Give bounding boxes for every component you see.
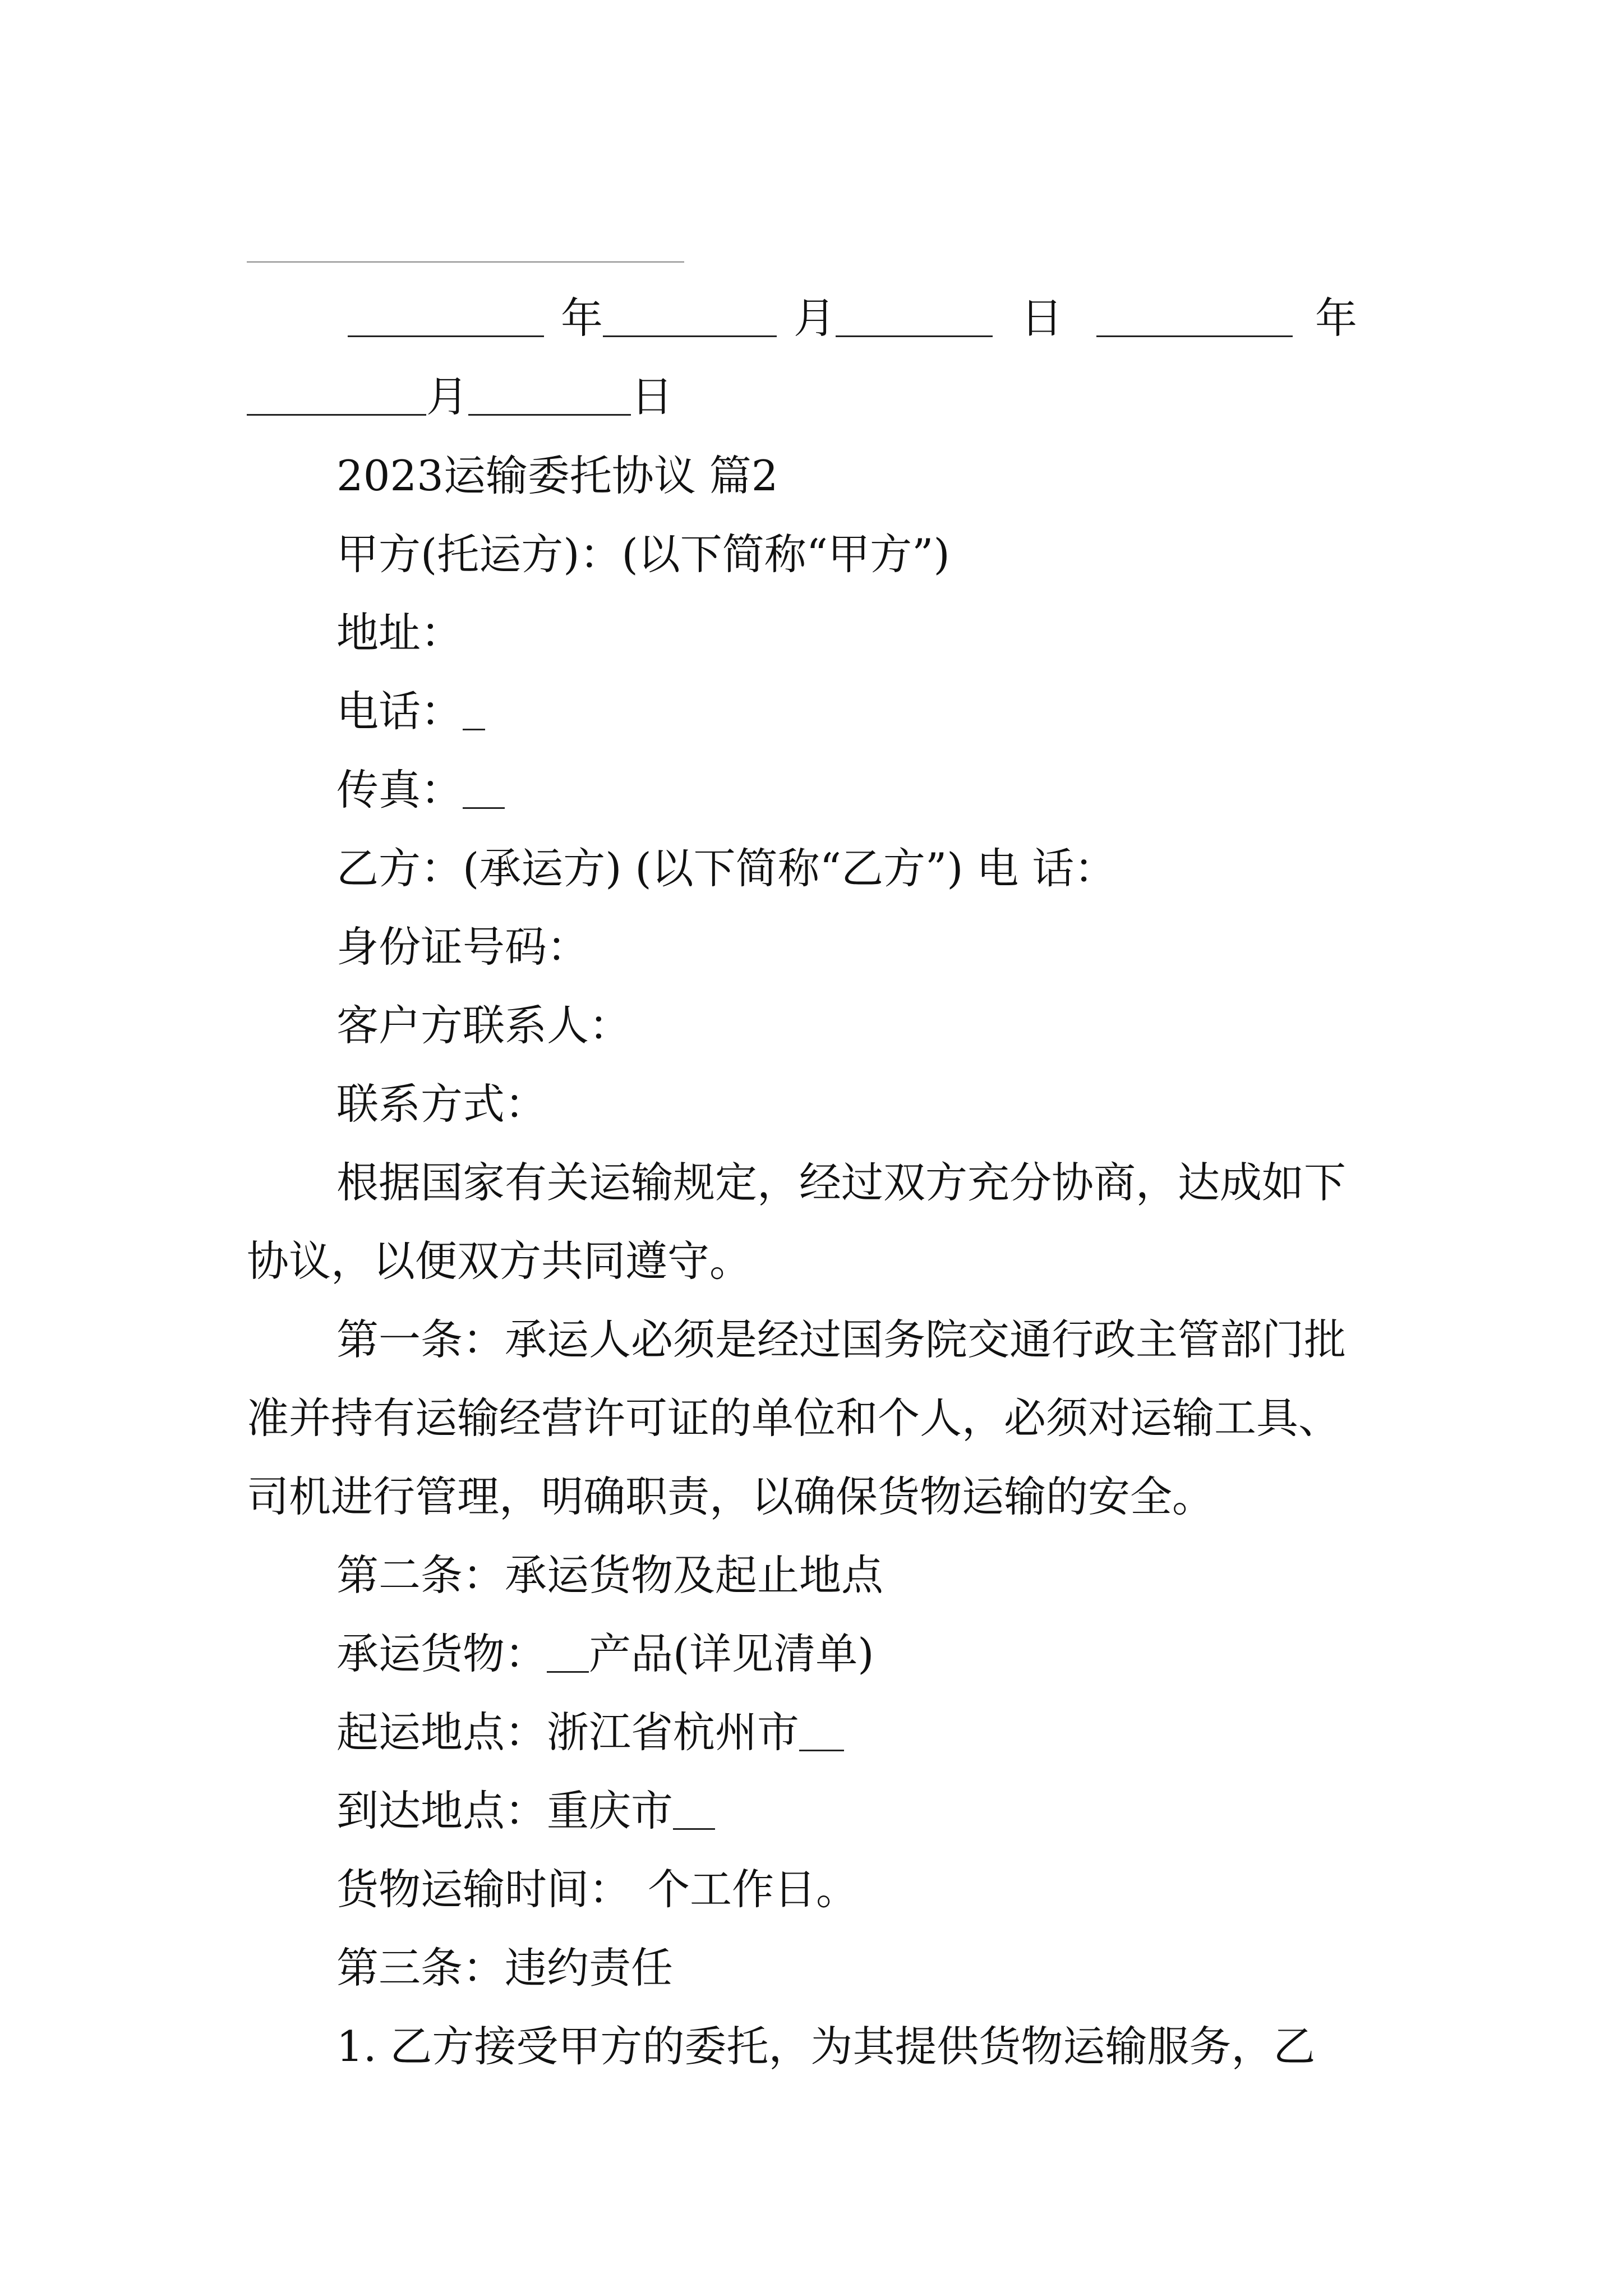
year-blank-2[interactable] [1096,295,1293,337]
destination-label: 到达地点： [336,1786,547,1835]
phone-label: 电话： [336,687,463,736]
phone-blank[interactable] [463,688,485,730]
party-a-line: 甲方(托运方)：(以下简称“甲方”) [336,530,950,579]
fax-label: 传真： [336,765,463,815]
address-line: 地址： [336,608,463,657]
month-label-1: 月 [794,293,836,343]
day-label-2: 日 [631,372,674,421]
party-b-line: 乙方：(承运方) (以下简称“乙方”) 电 话： [336,844,1117,893]
article1-line-1: 第一条：承运人必须是经过国务院交通行政主管部门批 [336,1315,1347,1364]
goods-value: 产品(详见清单) [589,1629,874,1678]
fax-line [336,759,1486,821]
year-blank-1[interactable] [348,295,544,337]
destination-line [336,1780,1486,1842]
origin-value: 浙江省杭州市 [547,1708,800,1757]
origin-line [336,1701,1486,1763]
month-blank-2[interactable] [247,374,426,415]
article1-line-3: 司机进行管理，明确职责，以确保货物运输的安全。 [247,1472,1215,1521]
article3-item-1: 1. 乙方接受甲方的委托，为其提供货物运输服务，乙 [336,2022,1316,2071]
preamble-line-2: 协议，以便双方共同遵守。 [247,1236,752,1286]
time-label: 货物运输时间： [336,1865,631,1914]
transport-time-line [336,1858,1486,1920]
date-line-1 [348,287,1497,349]
article2-title: 第二条：承运货物及起止地点 [336,1550,884,1600]
day-label-1: 日 [1021,293,1063,343]
destination-blank[interactable] [673,1788,715,1829]
article3-title: 第三条：违约责任 [336,1943,674,1993]
fax-blank[interactable] [463,767,505,808]
destination-value: 重庆市 [547,1786,674,1835]
client-contact-line: 客户方联系人： [336,1001,631,1050]
agreement-heading: 2023运输委托协议 篇2 [336,451,778,500]
id-number-line: 身份证号码： [336,922,589,972]
contact-method-line: 联系方式： [336,1079,547,1129]
article1-line-2: 准并持有运输经营许可证的单位和个人，必须对运输工具、 [247,1393,1341,1443]
goods-line [336,1623,1486,1685]
day-blank-1[interactable] [836,295,993,337]
goods-blank[interactable] [547,1631,589,1672]
phone-line [336,680,1486,742]
goods-label: 承运货物： [336,1629,547,1678]
origin-blank[interactable] [799,1709,844,1751]
month-label-2: 月 [426,372,469,421]
day-blank-2[interactable] [468,374,631,415]
time-value: 个工作日。 [648,1865,859,1914]
origin-label: 起运地点： [336,1708,547,1757]
top-divider [247,261,684,263]
year-label-1: 年 [561,293,603,343]
month-blank-1[interactable] [603,295,777,337]
year-label-2: 年 [1315,293,1358,343]
date-line-2 [247,366,1396,427]
preamble-line-1: 根据国家有关运输规定，经过双方充分协商，达成如下 [336,1158,1347,1207]
